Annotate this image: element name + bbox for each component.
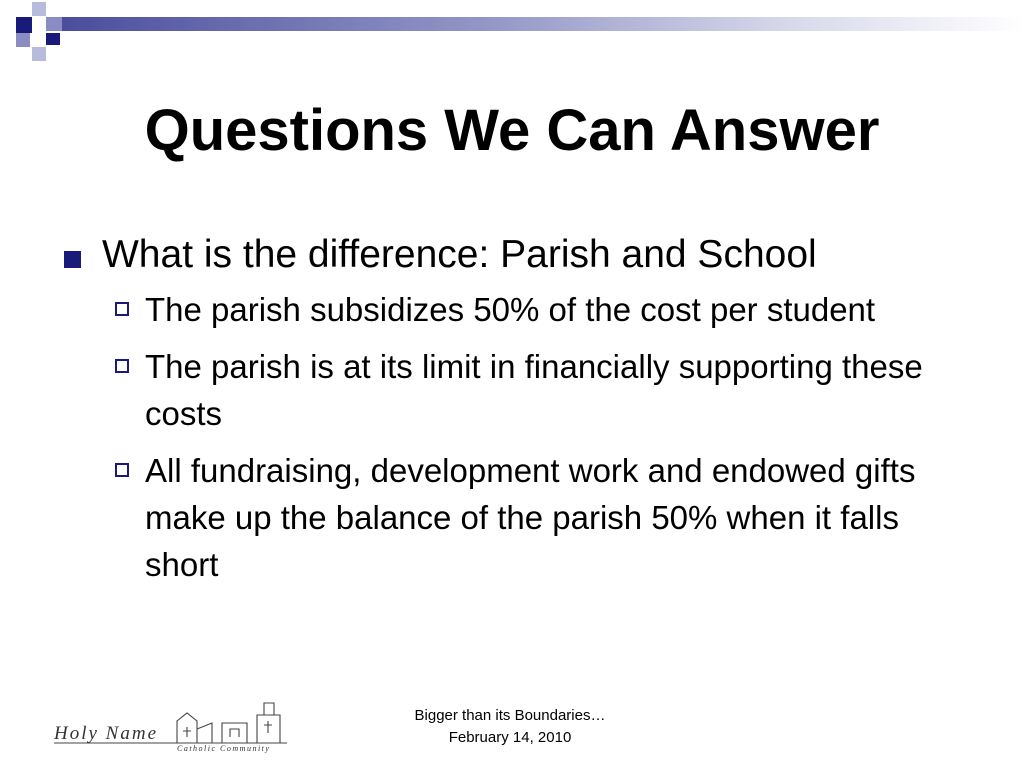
sub-bullet-text: The parish is at its limit in financially supporting these costs bbox=[145, 348, 923, 432]
decor-square bbox=[16, 17, 32, 33]
church-icon bbox=[177, 703, 280, 743]
square-bullet-icon bbox=[64, 251, 81, 268]
footer-caption bbox=[380, 705, 640, 749]
sub-bullet-item bbox=[145, 343, 925, 437]
bullet-text: What is the difference: Parish and School bbox=[102, 233, 817, 276]
hollow-square-bullet-icon bbox=[115, 359, 129, 373]
footer-tagline: Bigger than its Boundaries… bbox=[414, 707, 606, 724]
decor-square bbox=[46, 33, 60, 45]
logo-name-text: Holy Name bbox=[54, 723, 159, 744]
hollow-square-bullet-icon bbox=[115, 302, 129, 316]
sub-bullet-item bbox=[145, 447, 925, 588]
sub-bullet-item bbox=[145, 286, 925, 333]
sub-bullet-text: All fundraising, development work and endowed gifts make up the balance of the parish 50% when it falls short bbox=[145, 452, 916, 583]
hollow-square-bullet-icon bbox=[115, 463, 129, 477]
bullet-item bbox=[62, 230, 962, 280]
decor-square bbox=[32, 47, 46, 61]
decor-square bbox=[32, 2, 46, 16]
holy-name-logo bbox=[52, 693, 292, 753]
sub-bullet-text: The parish subsidizes 50% of the cost per student bbox=[145, 291, 876, 328]
bullet-list bbox=[62, 230, 962, 598]
header-banner bbox=[62, 17, 1024, 31]
footer-date: February 14, 2010 bbox=[448, 729, 572, 746]
decor-square bbox=[16, 33, 30, 47]
decor-square bbox=[46, 17, 62, 31]
logo-sub-text: Catholic Community bbox=[177, 744, 271, 753]
slide-title: Questions We Can Answer bbox=[144, 98, 880, 163]
